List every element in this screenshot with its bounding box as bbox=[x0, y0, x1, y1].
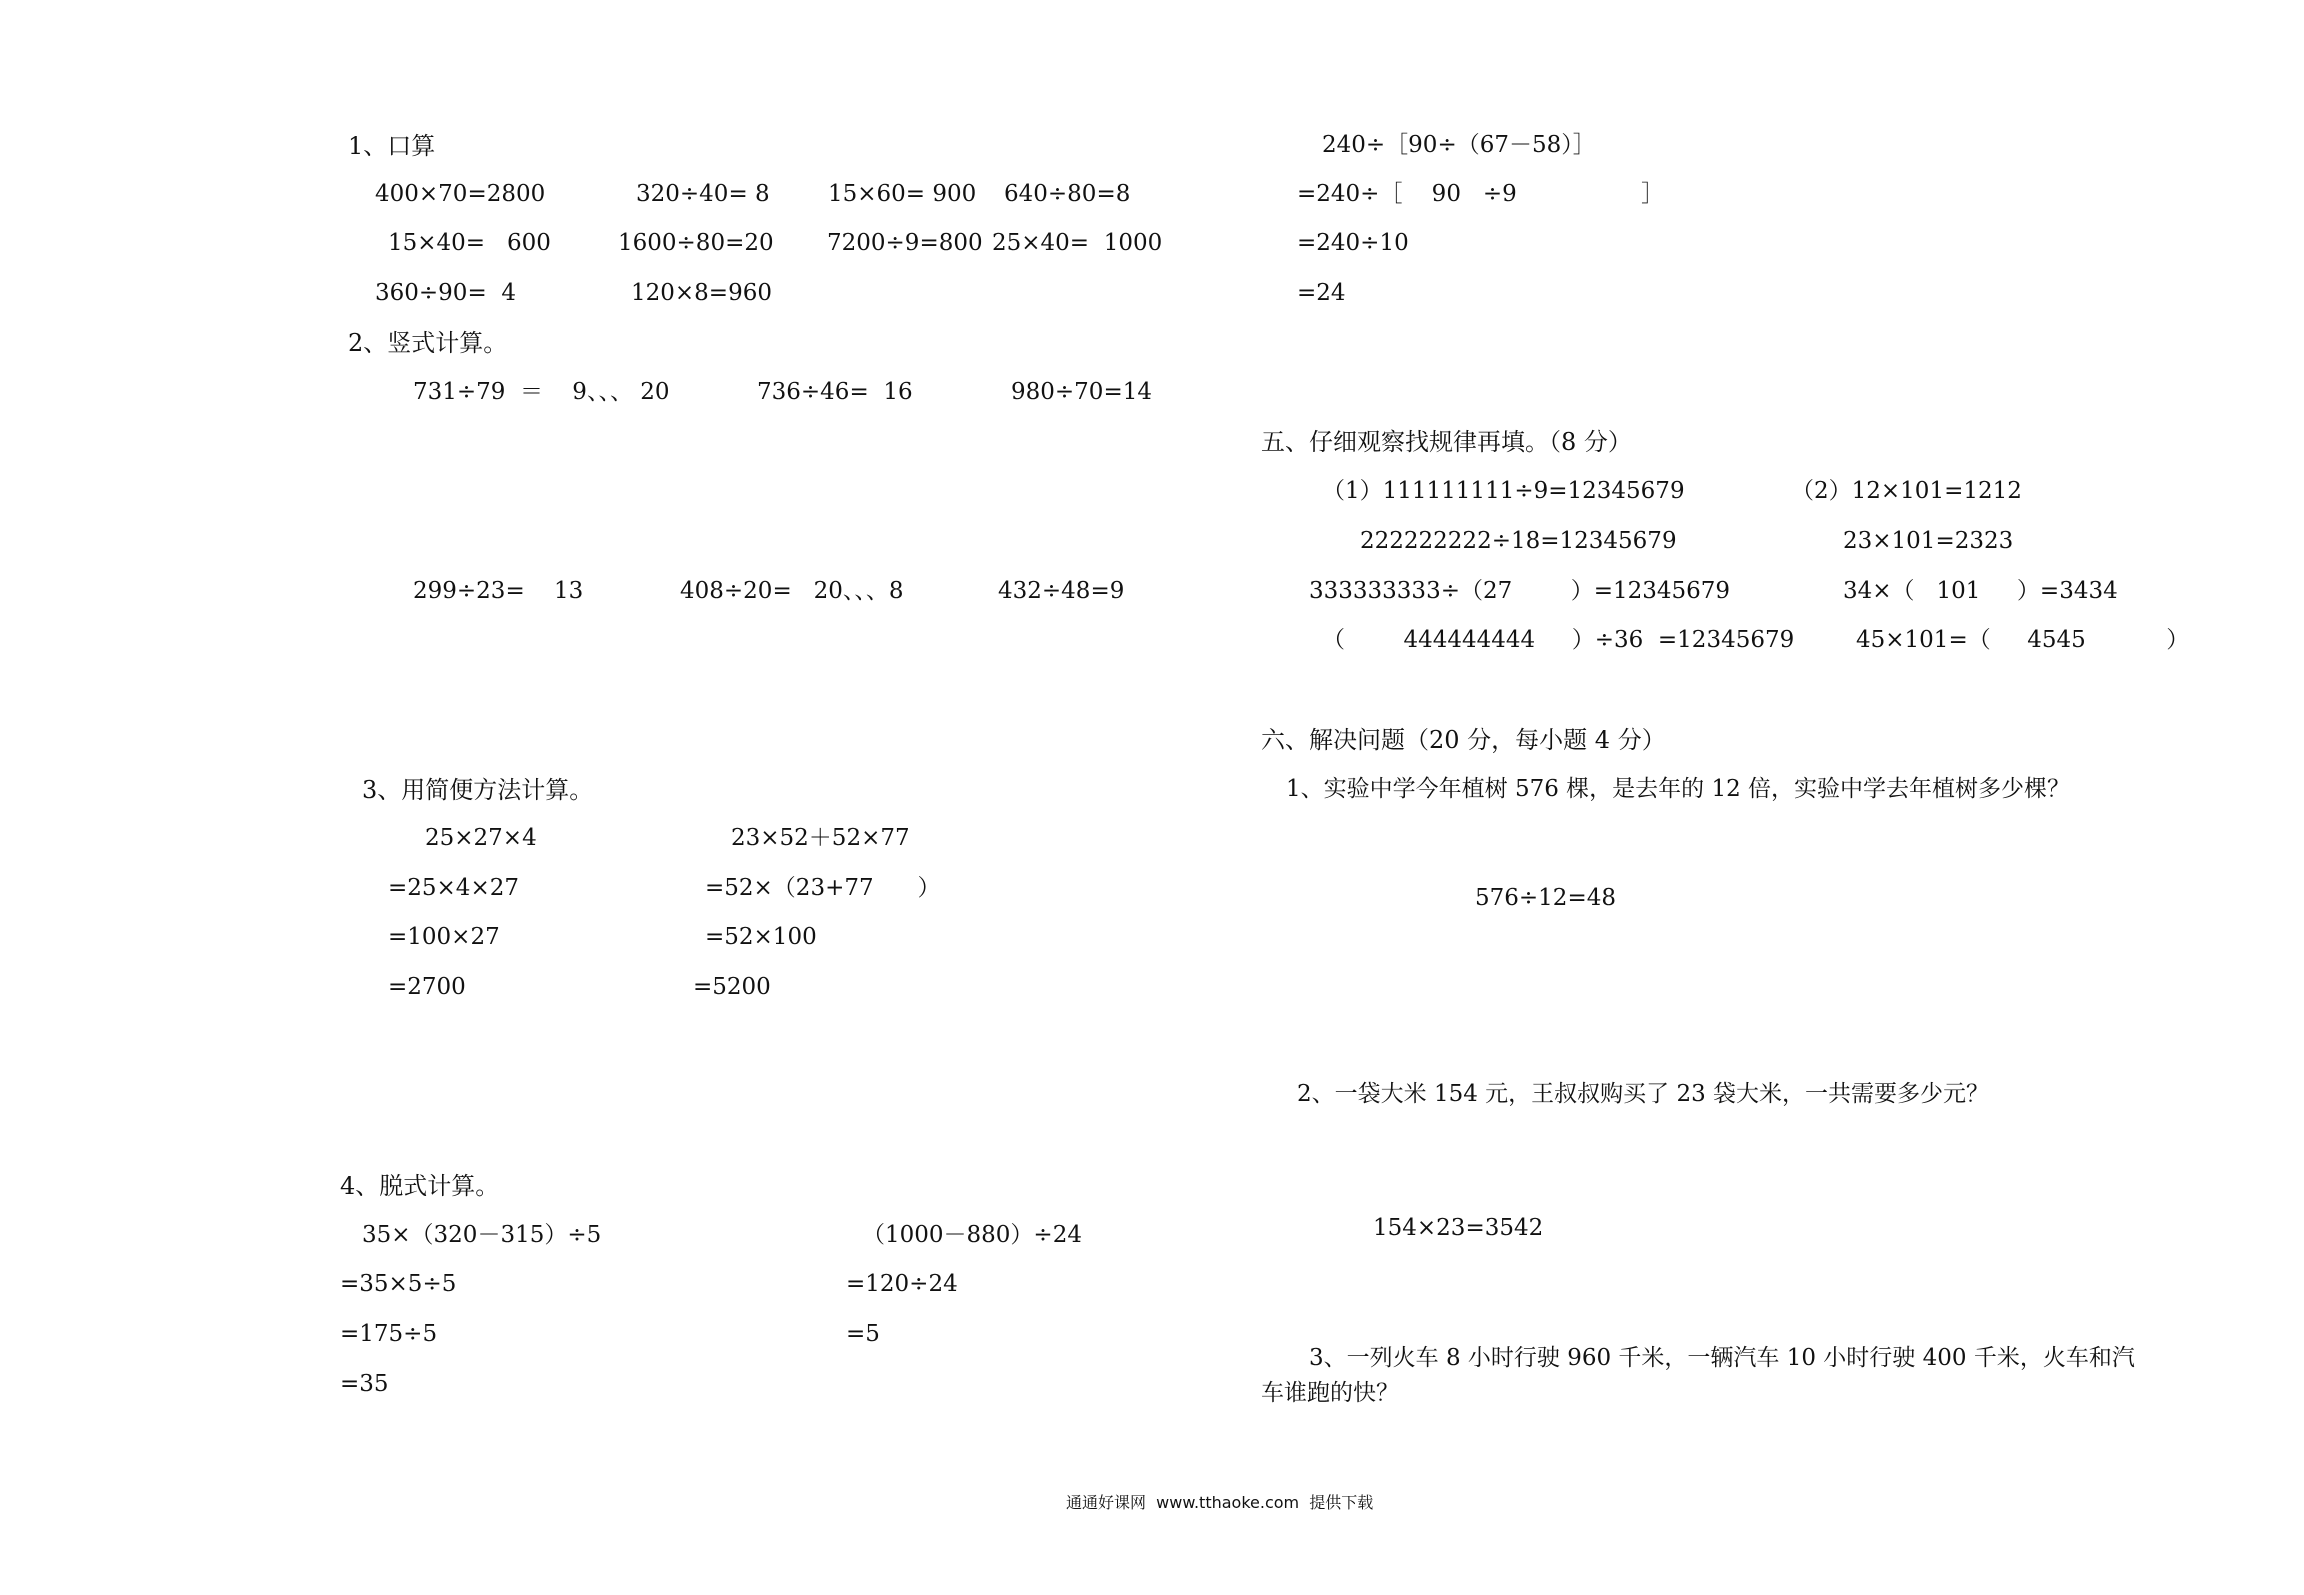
stepwise-step: 35×（320－315）÷5 bbox=[362, 1222, 602, 1248]
mental-calc-item: 360÷90= 4 bbox=[375, 280, 516, 306]
calc-step: =240÷10 bbox=[1297, 230, 1409, 256]
calc-step: 240÷［90÷（67－58）］ bbox=[1322, 132, 1596, 158]
section-2-title: 2、竖式计算。 bbox=[348, 329, 508, 357]
mental-calc-item: 7200÷9=800 bbox=[827, 230, 983, 256]
section-5-title: 五、仔细观察找规律再填。（8 分） bbox=[1261, 428, 1632, 456]
mental-calc-item: 25×40= 1000 bbox=[992, 230, 1163, 256]
problem-answer: 154×23=3542 bbox=[1373, 1215, 1544, 1241]
stepwise-step: =5 bbox=[846, 1321, 880, 1347]
section-1-title: 1、口算 bbox=[348, 132, 436, 160]
section-3-title: 3、用简便方法计算。 bbox=[362, 776, 594, 804]
vertical-calc-item: 980÷70=14 bbox=[1011, 379, 1152, 405]
stepwise-step: =175÷5 bbox=[340, 1321, 438, 1347]
vertical-calc-item: 408÷20= 20、、、8 bbox=[680, 578, 904, 604]
simplify-step: 25×27×4 bbox=[425, 825, 537, 851]
mental-calc-item: 15×60= 900 bbox=[828, 181, 977, 207]
calc-step: =24 bbox=[1297, 280, 1346, 306]
simplify-step: =100×27 bbox=[388, 924, 500, 950]
mental-calc-item: 640÷80=8 bbox=[1004, 181, 1131, 207]
pattern-item: 45×101=（ 4545 ） bbox=[1856, 627, 2190, 653]
mental-calc-item: 320÷40= 8 bbox=[636, 181, 770, 207]
stepwise-step: =35×5÷5 bbox=[340, 1271, 457, 1297]
section-6-title: 六、解决问题（20 分，每小题 4 分） bbox=[1261, 726, 1666, 754]
simplify-step: =25×4×27 bbox=[388, 875, 519, 901]
pattern-item: （2）12×101=1212 bbox=[1791, 478, 2022, 504]
pattern-item: 222222222÷18=12345679 bbox=[1360, 528, 1677, 554]
problem-question: 车谁跑的快？ bbox=[1261, 1380, 1399, 1406]
vertical-calc-item: 736÷46= 16 bbox=[757, 379, 913, 405]
vertical-calc-item: 299÷23= 13 bbox=[413, 578, 584, 604]
simplify-step: 23×52＋52×77 bbox=[731, 825, 910, 851]
calc-step: =240÷［ 90 ÷9 ］ bbox=[1297, 181, 1665, 207]
simplify-step: =5200 bbox=[693, 974, 771, 1000]
pattern-item: 34×（ 101 ）=3434 bbox=[1843, 578, 2118, 604]
pattern-item: （1）111111111÷9=12345679 bbox=[1322, 478, 1685, 504]
simplify-step: =52×100 bbox=[705, 924, 817, 950]
mental-calc-item: 120×8=960 bbox=[631, 280, 772, 306]
mental-calc-item: 1600÷80=20 bbox=[618, 230, 774, 256]
vertical-calc-item: 731÷79 ＝ 9、、、 20 bbox=[413, 379, 670, 405]
pattern-item: 23×101=2323 bbox=[1843, 528, 2014, 554]
section-4-title: 4、脱式计算。 bbox=[340, 1172, 500, 1200]
page-footer: 通通好课网 www.tthaoke.com 提供下载 bbox=[1066, 1493, 1374, 1512]
simplify-step: =2700 bbox=[388, 974, 466, 1000]
problem-question: 2、一袋大米 154 元，王叔叔购买了 23 袋大米，一共需要多少元？ bbox=[1297, 1081, 1990, 1107]
stepwise-step: =120÷24 bbox=[846, 1271, 958, 1297]
stepwise-step: =35 bbox=[340, 1371, 389, 1397]
vertical-calc-item: 432÷48=9 bbox=[998, 578, 1125, 604]
mental-calc-item: 15×40= 600 bbox=[388, 230, 551, 256]
problem-question: 1、实验中学今年植树 576 棵，是去年的 12 倍，实验中学去年植树多少棵？ bbox=[1286, 776, 2071, 802]
problem-answer: 576÷12=48 bbox=[1475, 885, 1616, 911]
pattern-item: 333333333÷（27 ）=12345679 bbox=[1309, 578, 1731, 604]
pattern-item: （ 444444444 ）÷36 =12345679 bbox=[1322, 627, 1795, 653]
mental-calc-item: 400×70=2800 bbox=[375, 181, 546, 207]
simplify-step: =52×（23+77 ） bbox=[705, 875, 941, 901]
problem-question: 3、一列火车 8 小时行驶 960 千米，一辆汽车 10 小时行驶 400 千米，火车和汽 bbox=[1309, 1345, 2135, 1371]
stepwise-step: （1000－880）÷24 bbox=[862, 1222, 1082, 1248]
